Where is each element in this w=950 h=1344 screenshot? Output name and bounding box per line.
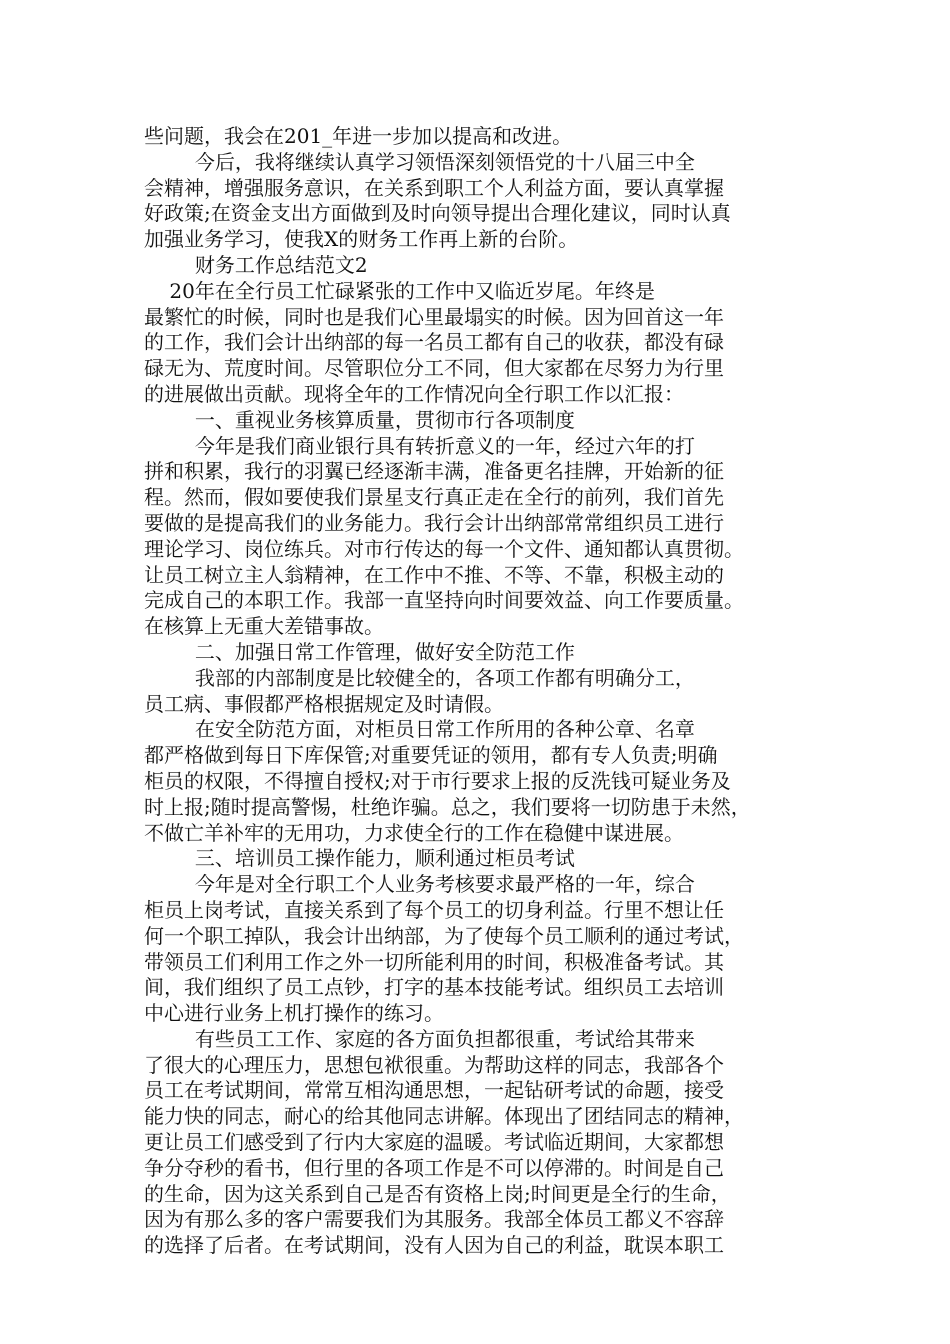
text-line: 了很大的心理压力，思想包袱很重。为帮助这样的同志，我部各个 [144, 1052, 724, 1077]
text-line: 在安全防范方面，对柜员日常工作所用的各种公章、名章 [144, 717, 695, 742]
text-line: 些问题，我会在201_年进一步加以提高和改进。 [144, 124, 573, 148]
text-line: 更让员工们感受到了行内大家庭的温暖。考试临近期间，大家都想 [144, 1130, 724, 1155]
text-line: 财务工作总结范文2 [144, 252, 368, 277]
text-line: 何一个职工掉队，我会计出纳部，为了使每个员工顺利的通过考试， [144, 923, 744, 948]
text-line: 最繁忙的时候，同时也是我们心里最塌实的时候。因为回首这一年 [144, 304, 724, 329]
text-line: 程。然而，假如要使我们景星支行真正走在全行的前列，我们首先 [144, 485, 724, 510]
text-line: 能力快的同志，耐心的给其他同志讲解。体现出了团结同志的精神， [144, 1104, 744, 1129]
text-line: 一、重视业务核算质量，贯彻市行各项制度 [144, 407, 575, 432]
text-line: 今年是我们商业银行具有转折意义的一年，经过六年的打 [144, 433, 695, 458]
text-line: 好政策;在资金支出方面做到及时向领导提出合理化建议，同时认真 [144, 201, 731, 226]
text-line: 有些员工工作、家庭的各方面负担都很重，考试给其带来 [144, 1026, 695, 1051]
text-line: 拼和积累，我行的羽翼已经逐渐丰满，准备更名挂牌，开始新的征 [144, 459, 724, 484]
text-line: 今年是对全行职工个人业务考核要求最严格的一年，综合 [144, 872, 695, 897]
text-line: 碌无为、荒度时间。尽管职位分工不同，但大家都在尽努力为行里 [144, 356, 724, 381]
text-line: 带领员工们利用工作之外一切所能利用的时间，积极准备考试。其 [144, 949, 724, 974]
text-line: 二、加强日常工作管理，做好安全防范工作 [144, 639, 575, 664]
text-line: 要做的是提高我们的业务能力。我行会计出纳部常常组织员工进行 [144, 510, 724, 535]
text-line: 我部的内部制度是比较健全的，各项工作都有明确分工， [144, 665, 695, 690]
document-body [144, 124, 814, 1259]
text-line: 都严格做到每日下库保管;对重要凭证的领用，都有专人负责;明确 [144, 743, 718, 768]
text-line: 在核算上无重大差错事故。 [144, 614, 384, 639]
text-line: 会精神，增强服务意识，在关系到职工个人利益方面，要认真掌握 [144, 175, 724, 200]
text-line: 间，我们组织了员工点钞，打字的基本技能考试。组织员工去培训 [144, 975, 724, 1000]
text-line: 员工病、事假都严格根据规定及时请假。 [144, 691, 504, 716]
text-line: 的生命，因为这关系到自己是否有资格上岗;时间更是全行的生命， [144, 1181, 731, 1206]
text-line: 加强业务学习，使我X的财务工作再上新的台阶。 [144, 227, 579, 252]
text-line: 的进展做出贡献。现将全年的工作情况向全行职工作以汇报： [144, 381, 684, 406]
text-line: 的工作，我们会计出纳部的每一名员工都有自己的收获，都没有碌 [144, 330, 724, 355]
text-line: 今后，我将继续认真学习领悟深刻领悟党的十八届三中全 [144, 149, 695, 174]
text-line: 不做亡羊补牢的无用功，力求使全行的工作在稳健中谋进展。 [144, 820, 684, 845]
text-line: 柜员的权限，不得擅自授权;对于市行要求上报的反洗钱可疑业务及 [144, 768, 731, 793]
text-line: 20年在全行员工忙碌紧张的工作中又临近岁尾。年终是 [144, 278, 655, 303]
text-line: 三、培训员工操作能力，顺利通过柜员考试 [144, 846, 575, 871]
text-line: 完成自己的本职工作。我部一直坚持向时间要效益、向工作要质量。 [144, 588, 744, 613]
text-line: 员工在考试期间，常常互相沟通思想，一起钻研考试的命题，接受 [144, 1078, 724, 1103]
text-line: 时上报;随时提高警惕，杜绝诈骗。总之，我们要将一切防患于未然， [144, 794, 751, 819]
text-line: 因为有那么多的客户需要我们为其服务。我部全体员工都义不容辞 [144, 1207, 724, 1232]
text-line: 的选择了后者。在考试期间，没有人因为自己的利益，耽误本职工 [144, 1233, 724, 1258]
text-line: 让员工树立主人翁精神，在工作中不推、不等、不靠，积极主动的 [144, 562, 724, 587]
text-line: 中心进行业务上机打操作的练习。 [144, 1001, 444, 1026]
text-line: 理论学习、岗位练兵。对市行传达的每一个文件、通知都认真贯彻。 [144, 536, 744, 561]
text-line: 争分夺秒的看书，但行里的各项工作是不可以停滞的。时间是自己 [144, 1155, 724, 1180]
text-line: 柜员上岗考试，直接关系到了每个员工的切身利益。行里不想让任 [144, 897, 724, 922]
